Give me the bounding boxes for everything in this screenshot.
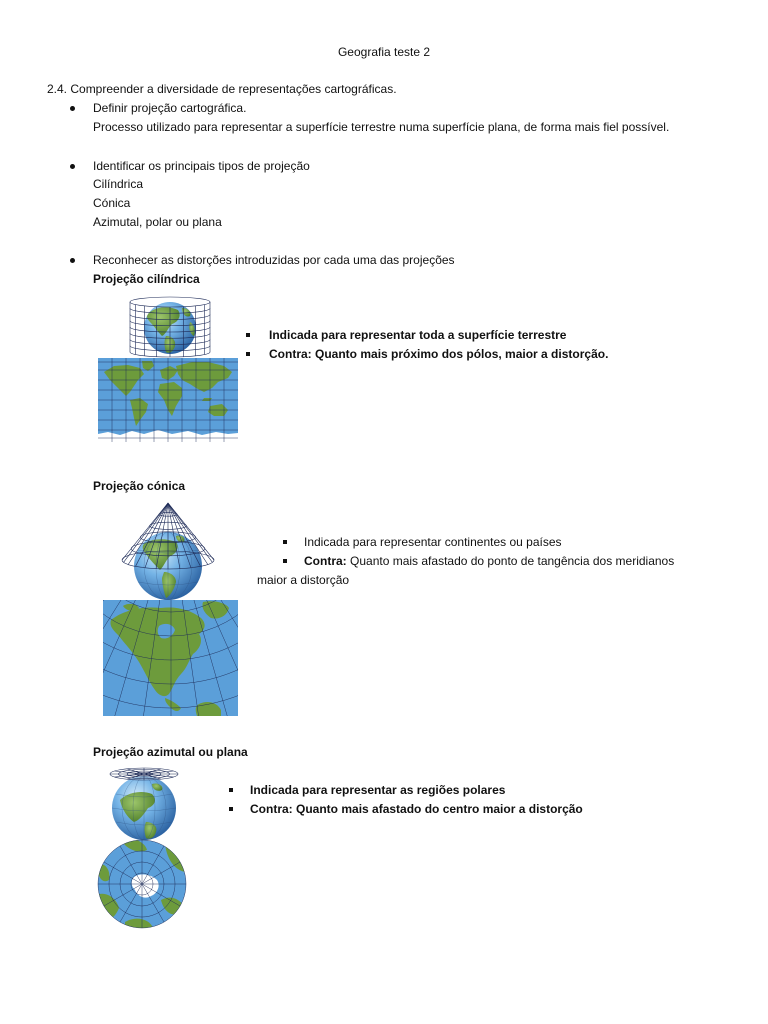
projection-type-azimuthal: Azimutal, polar ou plana <box>93 215 222 229</box>
azimuthal-globe-figure <box>106 764 184 842</box>
conic-globe-figure <box>118 500 218 602</box>
azimuthal-use: Indicada para representar as regiões polares <box>250 783 506 797</box>
square-bullet-icon <box>283 540 287 544</box>
square-bullet-icon <box>283 559 287 563</box>
objective-identify-types: Identificar os principais tipos de projeção <box>93 159 310 173</box>
disc-bullet-icon <box>70 258 75 263</box>
cylindrical-world-map <box>98 358 238 442</box>
tangent-plane-wireframe <box>110 768 178 780</box>
section-heading: 2.4. Compreender a diversidade de representações cartográficas. <box>47 82 397 96</box>
cylindrical-use: Indicada para representar toda a superfície terrestre <box>269 328 567 342</box>
disc-bullet-icon <box>70 164 75 169</box>
objective-recognize-distortions: Reconhecer as distorções introduzidas por cada uma das projeções <box>93 253 455 267</box>
contra-text: Quanto mais próximo dos pólos, maior a distorção. <box>315 347 609 361</box>
document-title: Geografia teste 2 <box>337 45 431 59</box>
conic-map <box>103 600 238 716</box>
square-bullet-icon <box>229 807 233 811</box>
conic-use: Indicada para representar continentes ou países <box>304 535 562 549</box>
azimuthal-projection-title: Projeção azimutal ou plana <box>93 745 248 759</box>
disc-bullet-icon <box>70 106 75 111</box>
cylindrical-globe-figure <box>126 296 214 360</box>
contra-label: Contra: <box>250 802 293 816</box>
contra-text: Quanto mais afastado do ponto de tangência dos meridianos <box>350 554 675 568</box>
conic-contra-continuation: maior a distorção <box>257 573 350 587</box>
contra-label: Contra: <box>269 347 312 361</box>
contra-text: Quanto mais afastado do centro maior a distorção <box>296 802 583 816</box>
square-bullet-icon <box>246 352 250 356</box>
square-bullet-icon <box>229 788 233 792</box>
polar-azimuthal-map <box>95 838 189 930</box>
projection-type-conic: Cónica <box>93 196 131 210</box>
contra-label: Contra: <box>304 554 347 568</box>
conic-contra <box>304 553 674 569</box>
projection-type-cylindrical: Cilíndrica <box>93 177 144 191</box>
objective-define-projection: Definir projeção cartográfica. <box>93 101 247 115</box>
projection-definition: Processo utilizado para representar a superfície terrestre numa superfície plana, de forma mais fiel possível. <box>93 120 670 134</box>
cylindrical-projection-title: Projeção cilíndrica <box>93 272 200 286</box>
conic-projection-title: Projeção cónica <box>93 479 186 493</box>
azimuthal-contra <box>250 801 583 817</box>
cylindrical-contra <box>269 346 608 362</box>
square-bullet-icon <box>246 333 250 337</box>
